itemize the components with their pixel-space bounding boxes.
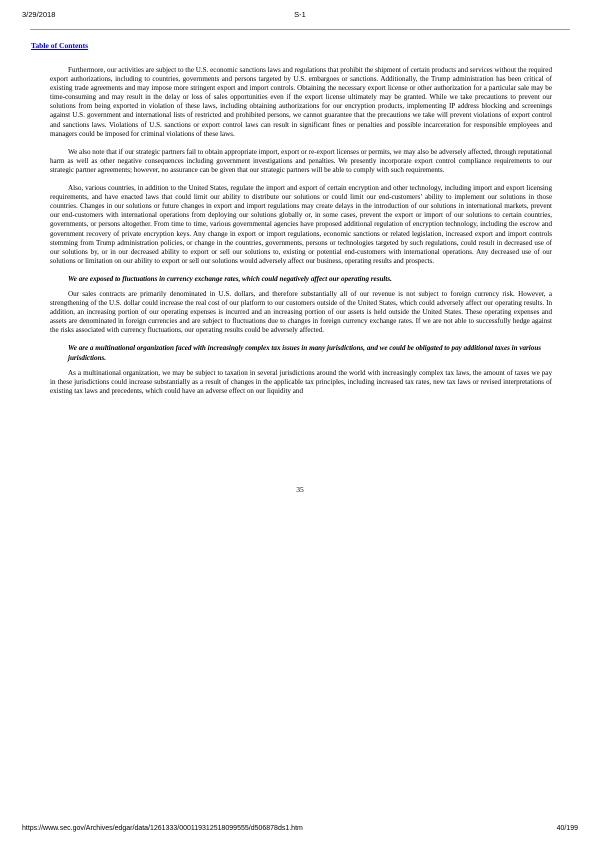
paragraph-export-sanctions: Furthermore, our activities are subject to the U.S. economic sanctions laws and regulations that prohibit the shipment of certain products and services without the required export authorizations, including to countries, governments and persons targeted by U.S. embargoes or sanctions. Additionally, the Trump administration has been critical of existing trade agreements and may impose more stringent export and import controls. Obtaining the necessary export license or other authorization for a particular sale may be time-consuming and may result in the delay or loss of sales opportunities even if the export license ultimately may be granted. While we take precautions to prevent our solutions from being exported in violation of these laws, including obtaining authorizations for our encryption products, implementing IP address blocking and screenings against U.S. government and international lists of restricted and prohibited persons, we cannot guarantee that the precautions we take will prevent violations of export control and sanctions laws. Violations of U.S. sanctions or export control laws can result in significant fines or penalties and possible incarceration for responsible employees and managers could be imposed for criminal violations of these laws. (50, 66, 552, 138)
page-number: 35 (296, 485, 304, 494)
paragraph-strategic-partners: We also note that if our strategic partners fail to obtain appropriate import, export or re-export licenses or permits, we may also be adversely affected, through reputational harm as well as other negative consequences including government investigations and penalties. We presently incorporate export control compliance requirements to our strategic partner agreements; however, no assurance can be given that our strategic partners will be able to comply with such requirements. (50, 147, 552, 174)
print-title: S-1 (294, 10, 306, 19)
print-date: 3/29/2018 (22, 10, 56, 19)
print-page-count: 40/199 (556, 825, 578, 832)
document-body (50, 66, 552, 405)
table-of-contents-link[interactable]: Table of Contents (31, 41, 89, 50)
risk-heading-currency: We are exposed to fluctuations in currency exchange rates, which could negatively affect our operating results. (68, 274, 392, 283)
risk-heading-tax: We are a multinational organization faced with increasingly complex tax issues in many jurisdictions, and we could be obligated to pay additional taxes in various jurisdictions. (68, 344, 542, 362)
paragraph-currency: Our sales contracts are primarily denominated in U.S. dollars, and therefore substantially all of our revenue is not subject to foreign currency risk. However, a strengthening of the U.S. dollar could increase the real cost of our platform to our customers outside of the United States, which could adversely affect our operating results. In addition, an increasing portion of our operating expenses is incurred and an increasing portion of our assets is held outside the United States. These operating expenses and assets are denominated in foreign currencies and are subject to fluctuations due to changes in foreign currency exchange rates. If we are not able to successfully hedge against the risks associated with currency fluctuations, our operating results could be adversely affected. (50, 289, 552, 335)
paragraph-tax: As a multinational organization, we may be subject to taxation in several jurisdictions around the world with increasingly complex tax laws, the amount of taxes we pay in these jurisdictions could increase substantially as a result of changes in the applicable tax principles, including increased tax rates, new tax laws or revised interpretations of existing tax laws and precedents, which could have an adverse effect on our liquidity and (50, 368, 552, 395)
print-url: https://www.sec.gov/Archives/edgar/data/1261333/000119312518099555/d506878ds1.htm (22, 825, 303, 832)
print-header (22, 10, 578, 22)
paragraph-foreign-regulation: Also, various countries, in addition to the United States, regulate the import and export of certain encryption and other technology, including import and export licensing requirements, and have enacted laws that could limit our ability to distribute our solutions or could limit our end-customers’ ability to implement our solutions in those countries. Changes in our solutions or future changes in export and import regulations may create delays in the introduction of our solutions in international markets, prevent our end-customers with international operations from deploying our solutions globally or, in some cases, prevent the export or import of our solutions to certain countries, governments, or persons altogether. From time to time, various governmental agencies have proposed additional regulation of encryption technology, including the escrow and government recovery of private encryption keys. Any change in export or import regulations, economic sanctions or related legislation, increased export and import controls stemming from Trump administration policies, or change in the countries, governments, persons or technologies targeted by such regulations, could result in decreased use of our solutions by, or in our decreased ability to export or sell our solutions to, existing or potential end-customers with international operations. Any decreased use of our solutions or limitation on our ability to export or sell our solutions would adversely affect our business, operating results and prospects. (50, 184, 552, 265)
header-divider (30, 29, 570, 30)
